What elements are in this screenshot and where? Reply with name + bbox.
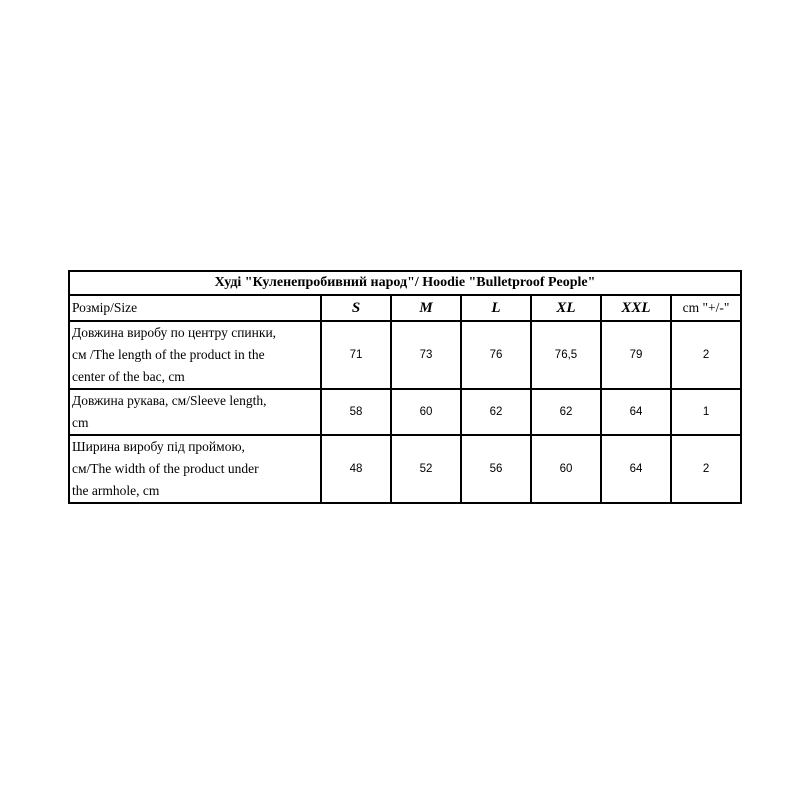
table-cell: 79 xyxy=(601,321,671,389)
row-label-line: cm xyxy=(72,415,89,430)
table-row-back-length xyxy=(69,321,741,389)
table-cell: 62 xyxy=(461,389,531,435)
table-cell: 60 xyxy=(531,435,601,503)
table-cell: 76,5 xyxy=(531,321,601,389)
row-label-armhole-width xyxy=(69,435,321,503)
tolerance-cell: 2 xyxy=(671,321,741,389)
size-header-xl: XL xyxy=(531,295,601,321)
table-cell: 62 xyxy=(531,389,601,435)
row-label-line: the armhole, cm xyxy=(72,483,160,498)
row-label-line: Ширина виробу під проймою, xyxy=(72,439,245,454)
table-cell: 58 xyxy=(321,389,391,435)
row-label-line: см/The width of the product under xyxy=(72,461,259,476)
row-label-line: center of the bac, cm xyxy=(72,369,185,384)
table-cell: 71 xyxy=(321,321,391,389)
row-label-sleeve-length xyxy=(69,389,321,435)
size-header-l: L xyxy=(461,295,531,321)
table-cell: 60 xyxy=(391,389,461,435)
tolerance-cell: 1 xyxy=(671,389,741,435)
table-title-row xyxy=(69,271,741,295)
table-cell: 48 xyxy=(321,435,391,503)
table-cell: 56 xyxy=(461,435,531,503)
table-title: Худі "Куленепробивний народ"/ Hoodie "Bulletproof People" xyxy=(69,271,741,295)
size-chart-table xyxy=(68,270,742,504)
tolerance-header: cm "+/-" xyxy=(671,295,741,321)
table-cell: 73 xyxy=(391,321,461,389)
table-header-row xyxy=(69,295,741,321)
table-cell: 64 xyxy=(601,435,671,503)
tolerance-cell: 2 xyxy=(671,435,741,503)
row-label-line: Довжина виробу по центру спинки, xyxy=(72,325,277,340)
table-row-sleeve-length xyxy=(69,389,741,435)
row-label-line: см /The length of the product in the xyxy=(72,347,265,362)
table-cell: 52 xyxy=(391,435,461,503)
size-header-xxl: XXL xyxy=(601,295,671,321)
row-label-back-length xyxy=(69,321,321,389)
row-label-line: Довжина рукава, см/Sleeve length, xyxy=(72,393,267,408)
size-header-s: S xyxy=(321,295,391,321)
table-row-armhole-width xyxy=(69,435,741,503)
table-cell: 64 xyxy=(601,389,671,435)
size-label-header: Розмір/Size xyxy=(69,295,321,321)
table-cell: 76 xyxy=(461,321,531,389)
size-header-m: M xyxy=(391,295,461,321)
